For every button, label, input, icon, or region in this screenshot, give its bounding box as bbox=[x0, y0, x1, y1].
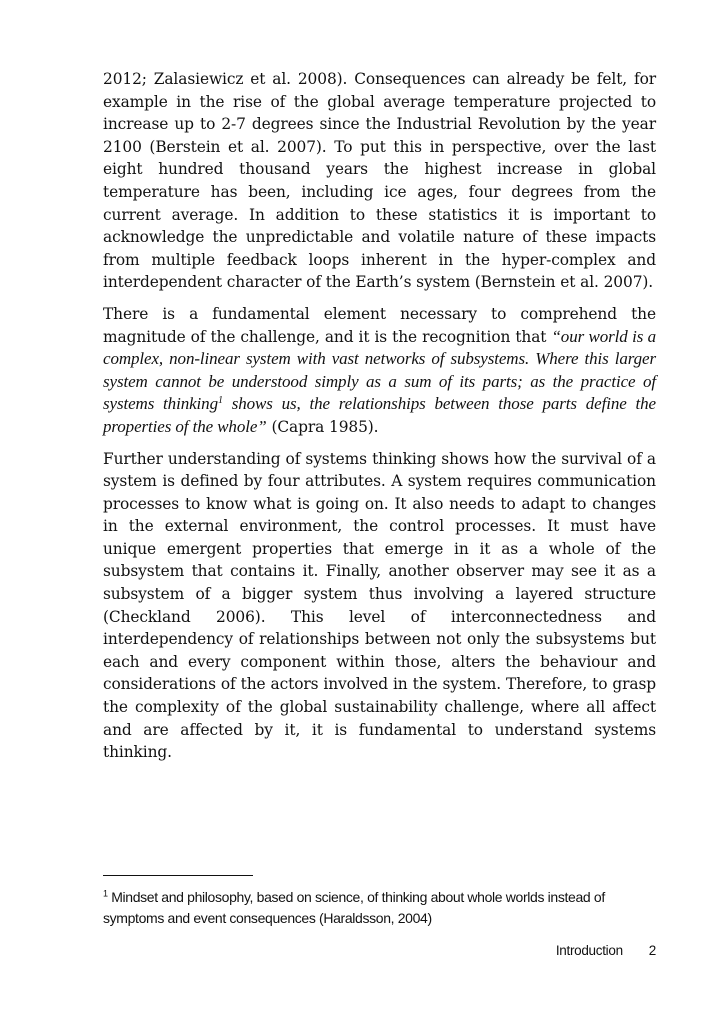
footer-section-title: Introduction bbox=[555, 943, 623, 958]
capra-quote-part-2: shows us, the relationships between those parts define the properties of the whole” bbox=[103, 394, 656, 436]
capra-quote-part-1: “our world is a complex, non-linear system with vast networks of subsystems. Where this larger system cannot be understood simply as a sum of its parts; as the practice of systems thinking bbox=[103, 326, 657, 414]
running-footer bbox=[556, 943, 656, 958]
paragraph-lead-text: There is a fundamental element necessary to comprehend the magnitude of the challenge, and it is the recognition that bbox=[103, 304, 656, 346]
paragraph-system-attributes: Further understanding of systems thinking shows how the survival of a system is defined by four attributes. A system requires communication processes to know what is going on. It also needs to adapt to changes in the external environment, the control processes. It must have unique emergent properties that emerge in it as a whole of the subsystem that contains it. Finally, another observer may see it as a subsystem of a bigger system thus involving a layered structure (Checkland 2006). This level of interconnectedness and interdependency of relationships between not only the subsystems but each and every component within those, alters the behaviour and considerations of the actors involved in the system. Therefore, to grasp the complexity of the global sustainability challenge, where all affect and are affected by it, it is fundamental to understand systems thinking. bbox=[103, 449, 656, 762]
footnote bbox=[103, 887, 656, 929]
paragraph-climate-consequences: 2012; Zalasiewicz et al. 2008). Consequences can already be felt, for example in the rise of the global average temperature projected to increase up to 2-7 degrees since the Industrial Revolution by the year 2100 (Berstein et al. 2007). To put this in perspective, over the last eight hundred thousand years the highest increase in global temperature has been, including ice ages, four degrees from the current average. In addition to these statistics it is important to acknowledge the unpredictable and volatile nature of these impacts from multiple feedback loops inherent in the hyper-complex and interdependent character of the Earth’s system (Bernstein et al. 2007). bbox=[103, 70, 656, 292]
page-body bbox=[103, 68, 656, 773]
footnote-separator bbox=[103, 875, 253, 876]
footnote-reference[interactable]: 1 bbox=[217, 395, 223, 407]
page-number: 2 bbox=[648, 943, 656, 958]
footnote-text: Mindset and philosophy, based on science, of thinking about whole worlds instead of symptoms and event consequences (Haraldsson, 2004) bbox=[103, 889, 605, 926]
footnote-marker: 1 bbox=[103, 888, 108, 899]
paragraph-systems-complexity bbox=[103, 303, 656, 439]
capra-citation: (Capra 1985). bbox=[266, 417, 379, 436]
